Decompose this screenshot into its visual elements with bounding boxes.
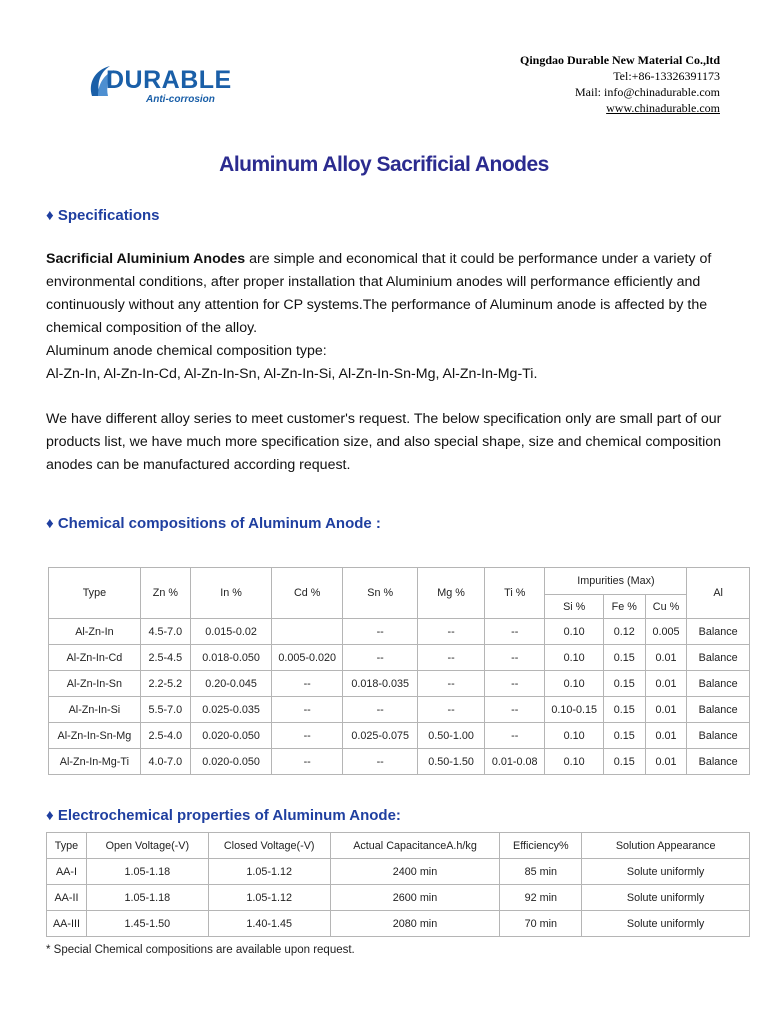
cell-type: AA-III (47, 911, 87, 937)
col-fe: Fe % (603, 595, 645, 619)
cell-type: Al-Zn-In-Sn-Mg (49, 723, 141, 749)
cell-ti: 0.01-0.08 (484, 749, 545, 775)
cell-type: Al-Zn-In-Sn (49, 671, 141, 697)
intro-paragraph (46, 248, 736, 340)
cell-si: 0.10 (545, 619, 603, 645)
cell-mg: -- (418, 619, 485, 645)
table-row (49, 723, 750, 749)
cell-type: AA-II (47, 885, 87, 911)
table-row (49, 645, 750, 671)
table-row (49, 671, 750, 697)
electrochemical-table (46, 832, 750, 937)
cell-zn: 2.2-5.2 (140, 671, 190, 697)
cell-si: 0.10-0.15 (545, 697, 603, 723)
col-solution-appearance: Solution Appearance (582, 833, 750, 859)
cell-si: 0.10 (545, 749, 603, 775)
cell-solution-appearance: Solute uniformly (582, 885, 750, 911)
col-sn: Sn % (343, 568, 418, 619)
table-row (47, 911, 750, 937)
cell-mg: -- (418, 645, 485, 671)
electrochemical-header-row (47, 833, 750, 859)
specifications-body (46, 248, 736, 386)
type-label: Aluminum anode chemical composition type: (46, 343, 327, 359)
cell-fe: 0.15 (603, 749, 645, 775)
chemical-table-body (49, 619, 750, 775)
cell-sn: 0.018-0.035 (343, 671, 418, 697)
type-list: Al-Zn-In, Al-Zn-In-Cd, Al-Zn-In-Sn, Al-Zn-In-Si, Al-Zn-In-Sn-Mg, Al-Zn-In-Mg-Ti. (46, 366, 538, 382)
cell-si: 0.10 (545, 723, 603, 749)
cell-open-voltage: 1.05-1.18 (86, 885, 208, 911)
col-capacitance: Actual CapacitanceA.h/kg (330, 833, 500, 859)
cell-al: Balance (687, 697, 750, 723)
cell-cu: 0.01 (645, 723, 687, 749)
cell-al: Balance (687, 749, 750, 775)
cell-sn: -- (343, 645, 418, 671)
cell-type: Al-Zn-In (49, 619, 141, 645)
col-al: Al (687, 568, 750, 619)
cell-al: Balance (687, 619, 750, 645)
cell-cd: -- (272, 723, 343, 749)
cell-efficiency: 70 min (500, 911, 582, 937)
cell-capacitance: 2600 min (330, 885, 500, 911)
page-title: Aluminum Alloy Sacrificial Anodes (219, 153, 549, 176)
cell-closed-voltage: 1.40-1.45 (208, 911, 330, 937)
chemical-composition-table (48, 567, 750, 775)
paragraph-2-text: We have different alloy series to meet customer's request. The below specification only are small part of our products list, we have much more specification size, and also special shape, size and chemical composition anodes can be manufactured according request. (46, 411, 722, 473)
cell-ti: -- (484, 619, 545, 645)
cell-sn: -- (343, 749, 418, 775)
cell-sn: 0.025-0.075 (343, 723, 418, 749)
intro-bold: Sacrificial Aluminium Anodes (46, 251, 246, 267)
cell-cd: 0.005-0.020 (272, 645, 343, 671)
paragraph-2 (46, 408, 736, 477)
cell-ti: -- (484, 671, 545, 697)
chemical-heading: ♦ Chemical compositions of Aluminum Anode : (46, 515, 381, 532)
col-type: Type (49, 568, 141, 619)
col-ti: Ti % (484, 568, 545, 619)
cell-mg: 0.50-1.50 (418, 749, 485, 775)
cell-fe: 0.15 (603, 723, 645, 749)
cell-type: Al-Zn-In-Mg-Ti (49, 749, 141, 775)
electrochemical-heading: ♦ Electrochemical properties of Aluminum Anode: (46, 807, 401, 824)
cell-ti: -- (484, 697, 545, 723)
cell-si: 0.10 (545, 645, 603, 671)
specifications-heading: ♦ Specifications (46, 207, 160, 224)
cell-cd: -- (272, 671, 343, 697)
cell-capacitance: 2080 min (330, 911, 500, 937)
col-closed-voltage: Closed Voltage(-V) (208, 833, 330, 859)
cell-cd (272, 619, 343, 645)
cell-cd: -- (272, 697, 343, 723)
cell-sn: -- (343, 697, 418, 723)
cell-fe: 0.15 (603, 697, 645, 723)
cell-cu: 0.01 (645, 697, 687, 723)
cell-ti: -- (484, 645, 545, 671)
col-cd: Cd % (272, 568, 343, 619)
cell-mg: -- (418, 697, 485, 723)
col-impurities: Impurities (Max) (545, 568, 687, 595)
cell-cu: 0.01 (645, 645, 687, 671)
col-mg: Mg % (418, 568, 485, 619)
cell-al: Balance (687, 723, 750, 749)
cell-capacitance: 2400 min (330, 859, 500, 885)
cell-ti: -- (484, 723, 545, 749)
cell-si: 0.10 (545, 671, 603, 697)
table-row (47, 859, 750, 885)
col-efficiency: Efficiency% (500, 833, 582, 859)
company-name: Qingdao Durable New Material Co.,ltd (520, 53, 720, 67)
cell-sn: -- (343, 619, 418, 645)
cell-fe: 0.15 (603, 645, 645, 671)
company-tel: Tel:+86-13326391173 (613, 69, 720, 83)
cell-cu: 0.005 (645, 619, 687, 645)
company-info (520, 52, 720, 116)
cell-mg: 0.50-1.00 (418, 723, 485, 749)
cell-in: 0.020-0.050 (190, 749, 271, 775)
cell-type: Al-Zn-In-Cd (49, 645, 141, 671)
company-mail: Mail: info@chinadurable.com (574, 85, 720, 99)
footnote: * Special Chemical compositions are available upon request. (46, 944, 355, 956)
cell-efficiency: 85 min (500, 859, 582, 885)
cell-fe: 0.15 (603, 671, 645, 697)
cell-fe: 0.12 (603, 619, 645, 645)
cell-zn: 2.5-4.0 (140, 723, 190, 749)
cell-open-voltage: 1.05-1.18 (86, 859, 208, 885)
cell-in: 0.020-0.050 (190, 723, 271, 749)
col-type: Type (47, 833, 87, 859)
cell-solution-appearance: Solute uniformly (582, 911, 750, 937)
logo-tagline: Anti-corrosion (146, 94, 215, 105)
col-cu: Cu % (645, 595, 687, 619)
cell-in: 0.018-0.050 (190, 645, 271, 671)
col-zn: Zn % (140, 568, 190, 619)
col-open-voltage: Open Voltage(-V) (86, 833, 208, 859)
cell-al: Balance (687, 671, 750, 697)
cell-in: 0.20-0.045 (190, 671, 271, 697)
cell-zn: 4.0-7.0 (140, 749, 190, 775)
intro-rest: are simple and economical that it could be performance under a variety of environmental conditions, after proper installation that Aluminium anodes will performance efficiently and continuously without any attention for CP systems.The performance of Aluminum anode is affected by the chemical composition of the alloy. (46, 251, 712, 336)
cell-type: AA-I (47, 859, 87, 885)
company-website-link[interactable]: www.chinadurable.com (606, 101, 720, 115)
cell-closed-voltage: 1.05-1.12 (208, 859, 330, 885)
cell-cd: -- (272, 749, 343, 775)
electrochemical-table-body (47, 859, 750, 937)
cell-type: Al-Zn-In-Si (49, 697, 141, 723)
cell-al: Balance (687, 645, 750, 671)
cell-cu: 0.01 (645, 749, 687, 775)
logo-wordmark: DURABLE (106, 66, 232, 94)
table-row (49, 619, 750, 645)
cell-zn: 2.5-4.5 (140, 645, 190, 671)
col-in: In % (190, 568, 271, 619)
company-logo (86, 60, 232, 106)
cell-mg: -- (418, 671, 485, 697)
cell-in: 0.015-0.02 (190, 619, 271, 645)
cell-solution-appearance: Solute uniformly (582, 859, 750, 885)
cell-zn: 4.5-7.0 (140, 619, 190, 645)
cell-open-voltage: 1.45-1.50 (86, 911, 208, 937)
cell-zn: 5.5-7.0 (140, 697, 190, 723)
cell-cu: 0.01 (645, 671, 687, 697)
table-row (49, 749, 750, 775)
col-si: Si % (545, 595, 603, 619)
table-row (49, 697, 750, 723)
cell-in: 0.025-0.035 (190, 697, 271, 723)
cell-closed-voltage: 1.05-1.12 (208, 885, 330, 911)
cell-efficiency: 92 min (500, 885, 582, 911)
table-row (47, 885, 750, 911)
